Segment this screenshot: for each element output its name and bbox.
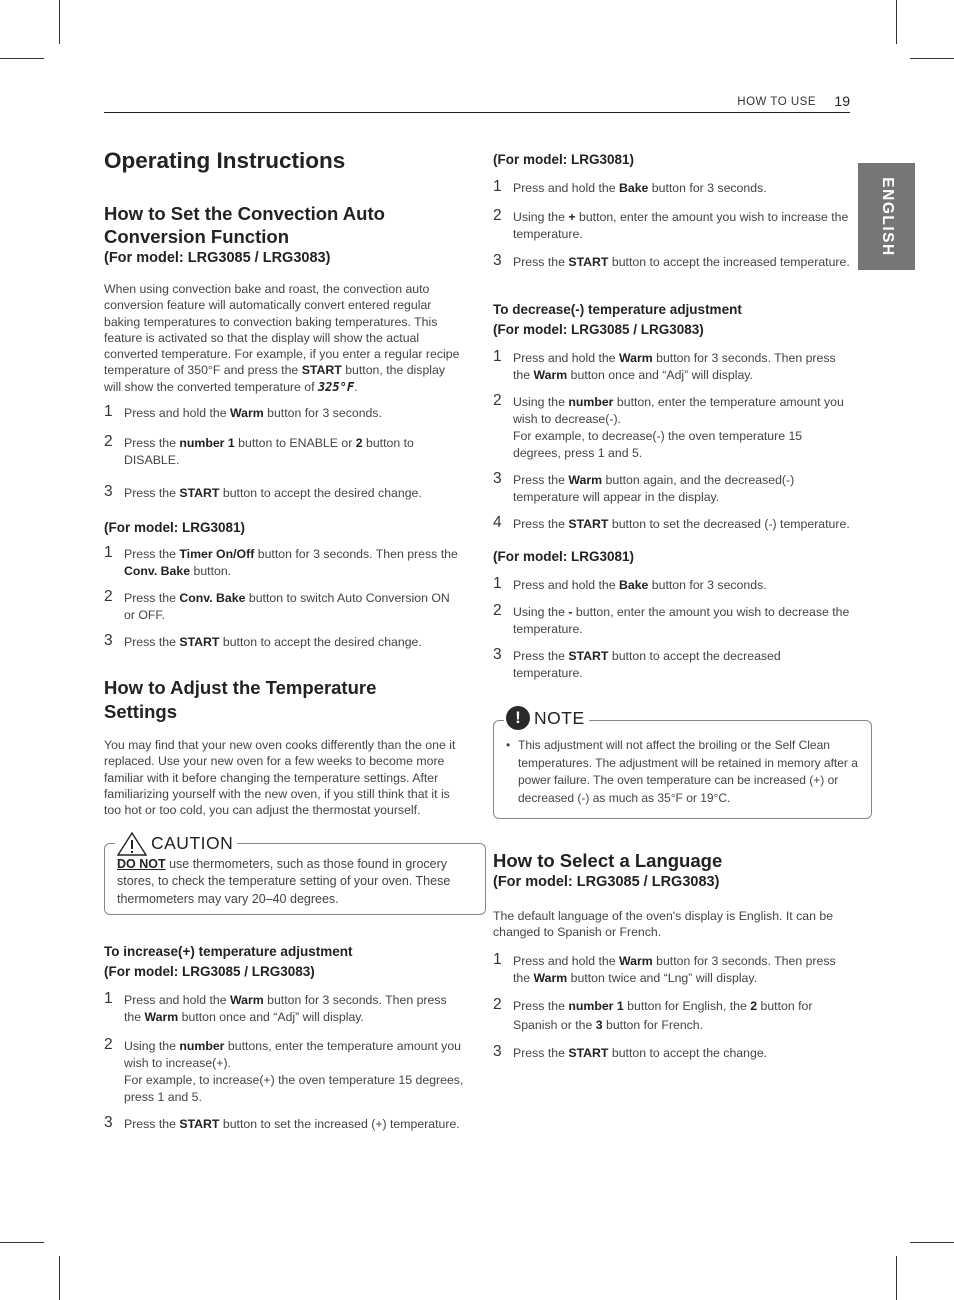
- caution-box: [104, 833, 486, 916]
- note-box: [493, 707, 872, 819]
- step-item: 3 Press the START button to accept the desired change.: [104, 632, 422, 650]
- step-item: 3 Press the START button to accept the desired change.: [104, 483, 422, 501]
- step-item: 4 Press the START button to set the decreased (-) temperature.: [493, 514, 850, 531]
- warning-triangle-icon: [117, 832, 147, 856]
- temperature-intro: You may find that your new oven cooks differently than the one it replaced. Use your new oven for a few weeks to become more familiar with it before changing the temperature settings. After familiarizing yourself with the new oven, if you still think that it is too hot or too cold, you can adjust the thermostat yourself.: [104, 738, 456, 818]
- exclamation-icon: !: [506, 706, 530, 730]
- step-item: 2 Press the number 1 button to ENABLE or 2 button to DISABLE.: [104, 433, 414, 468]
- step-item: 3 Press the Warm button again, and the decreased(-) temperature will appear in the display.: [493, 470, 795, 504]
- step-number: 2: [493, 602, 502, 619]
- step-number: 3: [493, 1043, 502, 1061]
- step-item: 3 Press the START button to accept the decreased temperature.: [493, 646, 781, 680]
- step-number: 3: [104, 1114, 113, 1132]
- subsection-heading: To increase(+) temperature adjustment: [104, 944, 353, 960]
- step-item: 3 Press the START button to accept the change.: [493, 1043, 768, 1061]
- step-number: 3: [104, 632, 113, 650]
- step-item: 1 Press and hold the Warm button for 3 seconds. Then press the Warm button once and “Adj” will display.: [493, 348, 836, 382]
- language-tab-label: ENGLISH: [878, 176, 896, 257]
- step-item: 2 Press the number 1 button for English, the 2 button for Spanish or the 3 button for French.: [493, 996, 813, 1033]
- crop-mark: [59, 1256, 60, 1300]
- step-number: 1: [493, 348, 502, 365]
- left-column: [104, 148, 464, 1133]
- conversion-steps-lrg3081: [104, 546, 464, 651]
- language-intro: The default language of the oven's display is English. It can be changed to Spanish or French.: [493, 908, 834, 940]
- language-tab: [858, 163, 915, 270]
- model-label: (For model: LRG3085 / LRG3083): [104, 964, 315, 980]
- step-number: 1: [104, 544, 113, 562]
- step-number: 2: [104, 588, 113, 606]
- display-temperature: 325°F: [317, 379, 355, 394]
- step-item: 3 Press the START button to accept the increased temperature.: [493, 252, 850, 269]
- crop-mark: [910, 58, 954, 59]
- step-number: 2: [493, 996, 502, 1014]
- right-column: [493, 150, 858, 1062]
- caution-label: CAUTION: [115, 832, 237, 856]
- caution-text: DO NOT use thermometers, such as those found in grocery stores, to check the temperature setting of your oven. These thermometers may vary 20–40 degrees.: [117, 856, 451, 906]
- model-label: (For model: LRG3081): [493, 152, 635, 167]
- model-label: (For model: LRG3085 / LRG3083): [493, 322, 704, 337]
- step-number: 1: [104, 990, 113, 1008]
- decrease-steps-lrg3081: [493, 577, 850, 682]
- step-item: 1 Press the Timer On/Off button for 3 seconds. Then press the Conv. Bake button.: [104, 544, 458, 579]
- crop-mark: [0, 58, 44, 59]
- step-number: 1: [493, 575, 502, 592]
- subsection-heading: To decrease(-) temperature adjustment: [493, 302, 742, 317]
- step-item: 1 Press and hold the Bake button for 3 seconds.: [493, 178, 767, 195]
- step-item: 1 Press and hold the Warm button for 3 seconds.: [104, 403, 382, 421]
- page-title: Operating Instructions: [104, 148, 346, 173]
- step-item: 1 Press and hold the Warm button for 3 seconds. Then press the Warm button twice and “Lng” will display.: [493, 951, 836, 986]
- model-label: (For model: LRG3081): [104, 520, 246, 536]
- step-number: 3: [104, 483, 113, 501]
- crop-mark: [896, 0, 897, 44]
- step-number: 2: [104, 1036, 113, 1054]
- crop-mark: [59, 0, 60, 44]
- step-item: 2 Using the - button, enter the amount you wish to decrease the temperature.: [493, 602, 850, 636]
- section-heading: How to Set the Convection Auto Conversion Function: [104, 203, 385, 247]
- step-number: 3: [493, 252, 502, 269]
- step-item: 2 Press the Conv. Bake button to switch Auto Conversion ON or OFF.: [104, 588, 450, 623]
- decrease-steps: [493, 350, 850, 533]
- step-item: 2 Using the + button, enter the amount you wish to increase the temperature.: [493, 207, 849, 241]
- crop-mark: [910, 1242, 954, 1243]
- model-label: (For model: LRG3081): [493, 549, 635, 564]
- step-number: 2: [493, 207, 502, 224]
- step-number: 2: [104, 433, 113, 451]
- page-number: 19: [834, 93, 850, 109]
- crop-mark: [896, 1256, 897, 1300]
- increase-steps: [104, 992, 464, 1133]
- note-text: • This adjustment will not affect the broiling or the Self Clean temperatures. The adjustment will be retained in memory after a power failure. The oven temperature can be increased (+) or decreased (-) as much as 35°F or 19°C.: [506, 738, 858, 806]
- note-label: ! NOTE: [504, 706, 589, 730]
- page-header: [104, 94, 850, 113]
- step-number: 2: [493, 392, 502, 409]
- increase-steps-lrg3081: [493, 180, 850, 272]
- step-item: 1 Press and hold the Bake button for 3 seconds.: [493, 575, 767, 592]
- intro-paragraph: When using convection bake and roast, the convection auto conversion feature will automatically convert entered regular baking temperatures to convection baking temperatures. This feature is activated so that the display will show the actual converted temperature. For example, if you enter a regular recipe temperature of 350°F and press the START button, the display will show the converted temperature of 325°F.: [104, 282, 460, 394]
- step-item: 1 Press and hold the Warm button for 3 seconds. Then press the Warm button once and “Adj” will display.: [104, 990, 447, 1025]
- bullet-icon: •: [506, 738, 511, 752]
- step-item: 2 Using the number buttons, enter the temperature amount you wish to increase(+). For example, to increase(+) the oven temperature 15 degrees, press 1 and 5.: [104, 1036, 464, 1105]
- model-label: (For model: LRG3085 / LRG3083): [493, 873, 720, 890]
- conversion-steps: [104, 405, 464, 502]
- step-number: 3: [493, 470, 502, 487]
- section-heading: How to Adjust the Temperature Settings: [104, 677, 377, 723]
- step-number: 1: [493, 178, 502, 195]
- step-number: 4: [493, 514, 502, 531]
- step-number: 3: [493, 646, 502, 663]
- header-section: HOW TO USE: [737, 96, 816, 108]
- section-heading: How to Select a Language: [493, 849, 723, 871]
- crop-mark: [0, 1242, 44, 1243]
- step-number: 1: [104, 403, 113, 421]
- step-number: 1: [493, 951, 502, 969]
- model-label: (For model: LRG3085 / LRG3083): [104, 250, 331, 266]
- step-item: 2 Using the number button, enter the temperature amount you wish to decrease(-). For example, to decrease(-) the oven temperature 15 degrees, press 1 and 5.: [493, 392, 844, 460]
- language-steps: [493, 953, 850, 1062]
- step-item: 3 Press the START button to set the increased (+) temperature.: [104, 1114, 460, 1132]
- button-name: START: [301, 363, 342, 378]
